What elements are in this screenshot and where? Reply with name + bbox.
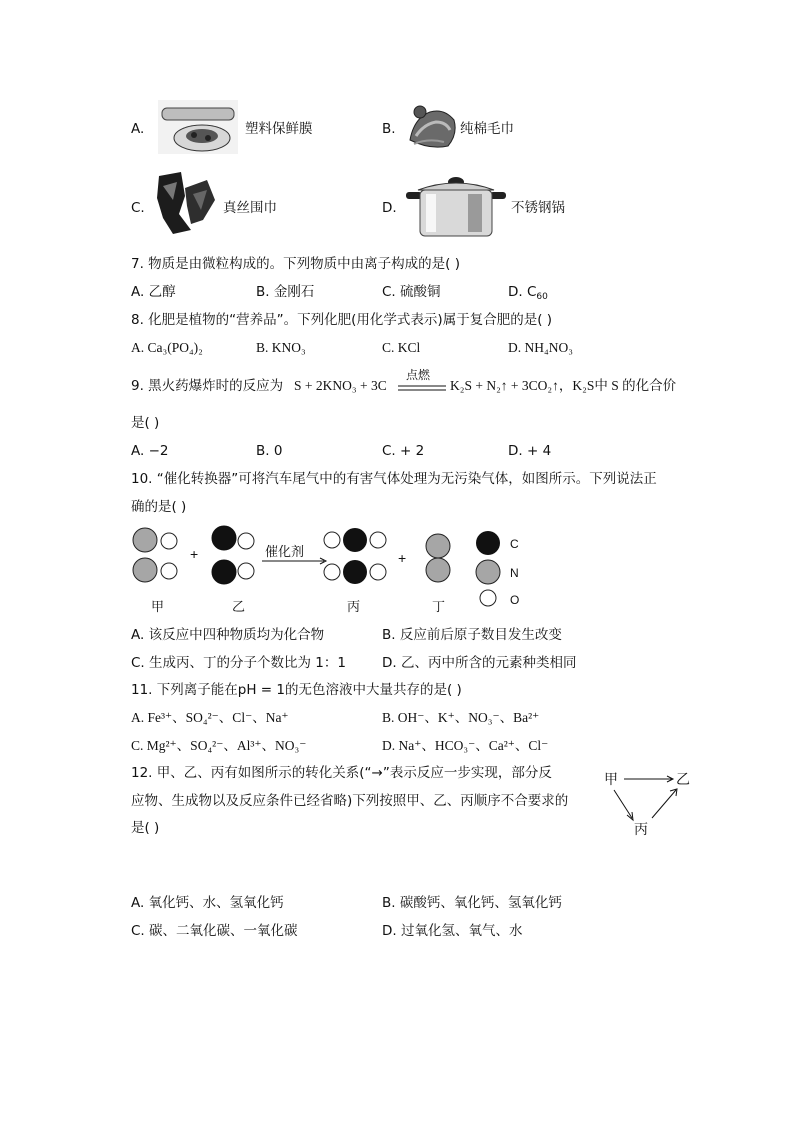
- q6-option-a-letter: A.: [131, 121, 145, 137]
- q7-stem: 7. 物质是由微粒构成的。下列物质中由离子构成的是( ): [131, 256, 460, 272]
- q12-option-c: C. 碳、二氧化碳、一氧化碳: [131, 923, 298, 939]
- label-ding: 丁: [432, 600, 446, 615]
- q9-stem-line2: 是( ): [131, 415, 160, 431]
- q9-stem: 9. 黑火药爆炸时的反应为: [131, 378, 284, 394]
- q10-option-a: A. 该反应中四种物质均为化合物: [131, 627, 325, 643]
- q9-option-a: A. −2: [131, 443, 169, 459]
- q6-option-d-letter: D.: [382, 200, 397, 216]
- q12-option-a: A. 氧化钙、水、氢氧化钙: [131, 895, 284, 911]
- q9-option-b: B. 0: [256, 443, 283, 459]
- q12-option-b: B. 碳酸钙、氧化钙、氢氧化钙: [382, 895, 562, 911]
- q10-stem-line1: 10. “催化转换器”可将汽车尾气中的有害气体处理为无污染气体，如图所示。下列说法正: [131, 471, 657, 487]
- q9-reaction-condition: 点燃: [406, 368, 431, 382]
- q11-option-c: C. Mg²⁺、SO₄²⁻、Al³⁺、NO₃⁻: [131, 738, 307, 753]
- node-jia: 甲: [604, 772, 618, 788]
- q12-conversion-diagram: [600, 766, 700, 840]
- q6-option-b-label: 纯棉毛巾: [460, 121, 514, 137]
- q10-stem-line2: 确的是( ): [131, 499, 187, 515]
- plus-sign-2: +: [398, 550, 407, 566]
- q11-option-d: D. Na⁺、HCO₃⁻、Ca²⁺、Cl⁻: [382, 738, 549, 753]
- label-bing: 丙: [347, 600, 361, 615]
- q10-option-b: B. 反应前后原子数目发生改变: [382, 627, 562, 643]
- q8-option-b: B. KNO₃: [256, 340, 306, 355]
- q6-option-d-label: 不锈钢锅: [511, 200, 565, 216]
- q9-option-d: D. + 4: [508, 443, 552, 459]
- catalyst-label: 催化剂: [265, 545, 305, 560]
- atom-legend: [476, 531, 519, 607]
- q8-option-d: D. NH₄NO₃: [508, 340, 573, 355]
- q6-option-c-label: 真丝围巾: [223, 200, 277, 216]
- q12-stem-line3: 是( ): [131, 820, 160, 836]
- molecule-ding: [426, 534, 450, 582]
- silk-scarf-image: [151, 170, 221, 238]
- q7-option-c: C. 硫酸铜: [382, 284, 441, 300]
- q10-option-c: C. 生成丙、丁的分子个数比为 1：1: [131, 655, 346, 671]
- q8-option-c: C. KCl: [382, 340, 421, 355]
- q9-reactants: S + 2KNO₃ + 3C: [294, 378, 387, 393]
- q6-option-a-label: 塑料保鲜膜: [245, 121, 313, 137]
- q12-stem-line2: 应物、生成物以及反应条件已经省略)下列按照甲、乙、丙顺序不合要求的: [131, 793, 569, 809]
- legend-nitrogen: N: [510, 566, 519, 580]
- q9-option-c: C. + 2: [382, 443, 425, 459]
- label-jia: 甲: [151, 600, 165, 615]
- plastic-wrap-image: [154, 96, 242, 158]
- q12-stem-line1: 12. 甲、乙、丙有如图所示的转化关系(“→”表示反应一步实现，部分反: [131, 765, 552, 781]
- label-yi: 乙: [232, 600, 246, 615]
- q11-option-a: A. Fe³⁺、SO₄²⁻、Cl⁻、Na⁺: [131, 710, 289, 725]
- node-yi: 乙: [676, 772, 690, 788]
- plus-sign-1: +: [190, 546, 199, 562]
- q7-option-a: A. 乙醇: [131, 284, 176, 300]
- q8-option-a: A. Ca₃(PO₄)₂: [131, 340, 203, 355]
- legend-oxygen: O: [510, 593, 520, 607]
- molecule-jia: [133, 528, 177, 582]
- node-bing: 丙: [634, 822, 648, 838]
- q9-products: K₂S + N₂↑ + 3CO₂↑，K₂S中 S 的化合价: [450, 378, 677, 393]
- stainless-pot-image: [404, 168, 508, 242]
- q6-option-c-letter: C.: [131, 200, 145, 216]
- legend-carbon: C: [510, 537, 519, 551]
- q12-option-d: D. 过氧化氢、氧气、水: [382, 923, 523, 939]
- q8-stem: 8. 化肥是植物的“营养品”。下列化肥(用化学式表示)属于复合肥的是( ): [131, 312, 553, 328]
- q6-option-b-letter: B.: [382, 121, 396, 137]
- molecule-yi: [212, 526, 254, 584]
- molecule-bing: [324, 528, 386, 584]
- q10-molecule-diagram: [128, 524, 528, 616]
- q11-option-b: B. OH⁻、K⁺、NO₃⁻、Ba²⁺: [382, 710, 540, 725]
- q11-stem: 11. 下列离子能在pH = 1的无色溶液中大量共存的是( ): [131, 682, 462, 698]
- q10-option-d: D. 乙、丙中所含的元素种类相同: [382, 655, 577, 671]
- cotton-towel-image: [404, 100, 460, 152]
- q7-option-b: B. 金刚石: [256, 284, 315, 300]
- q7-option-d: D. $C_{60}$: [508, 284, 548, 302]
- q9-equals-sign: [398, 384, 446, 392]
